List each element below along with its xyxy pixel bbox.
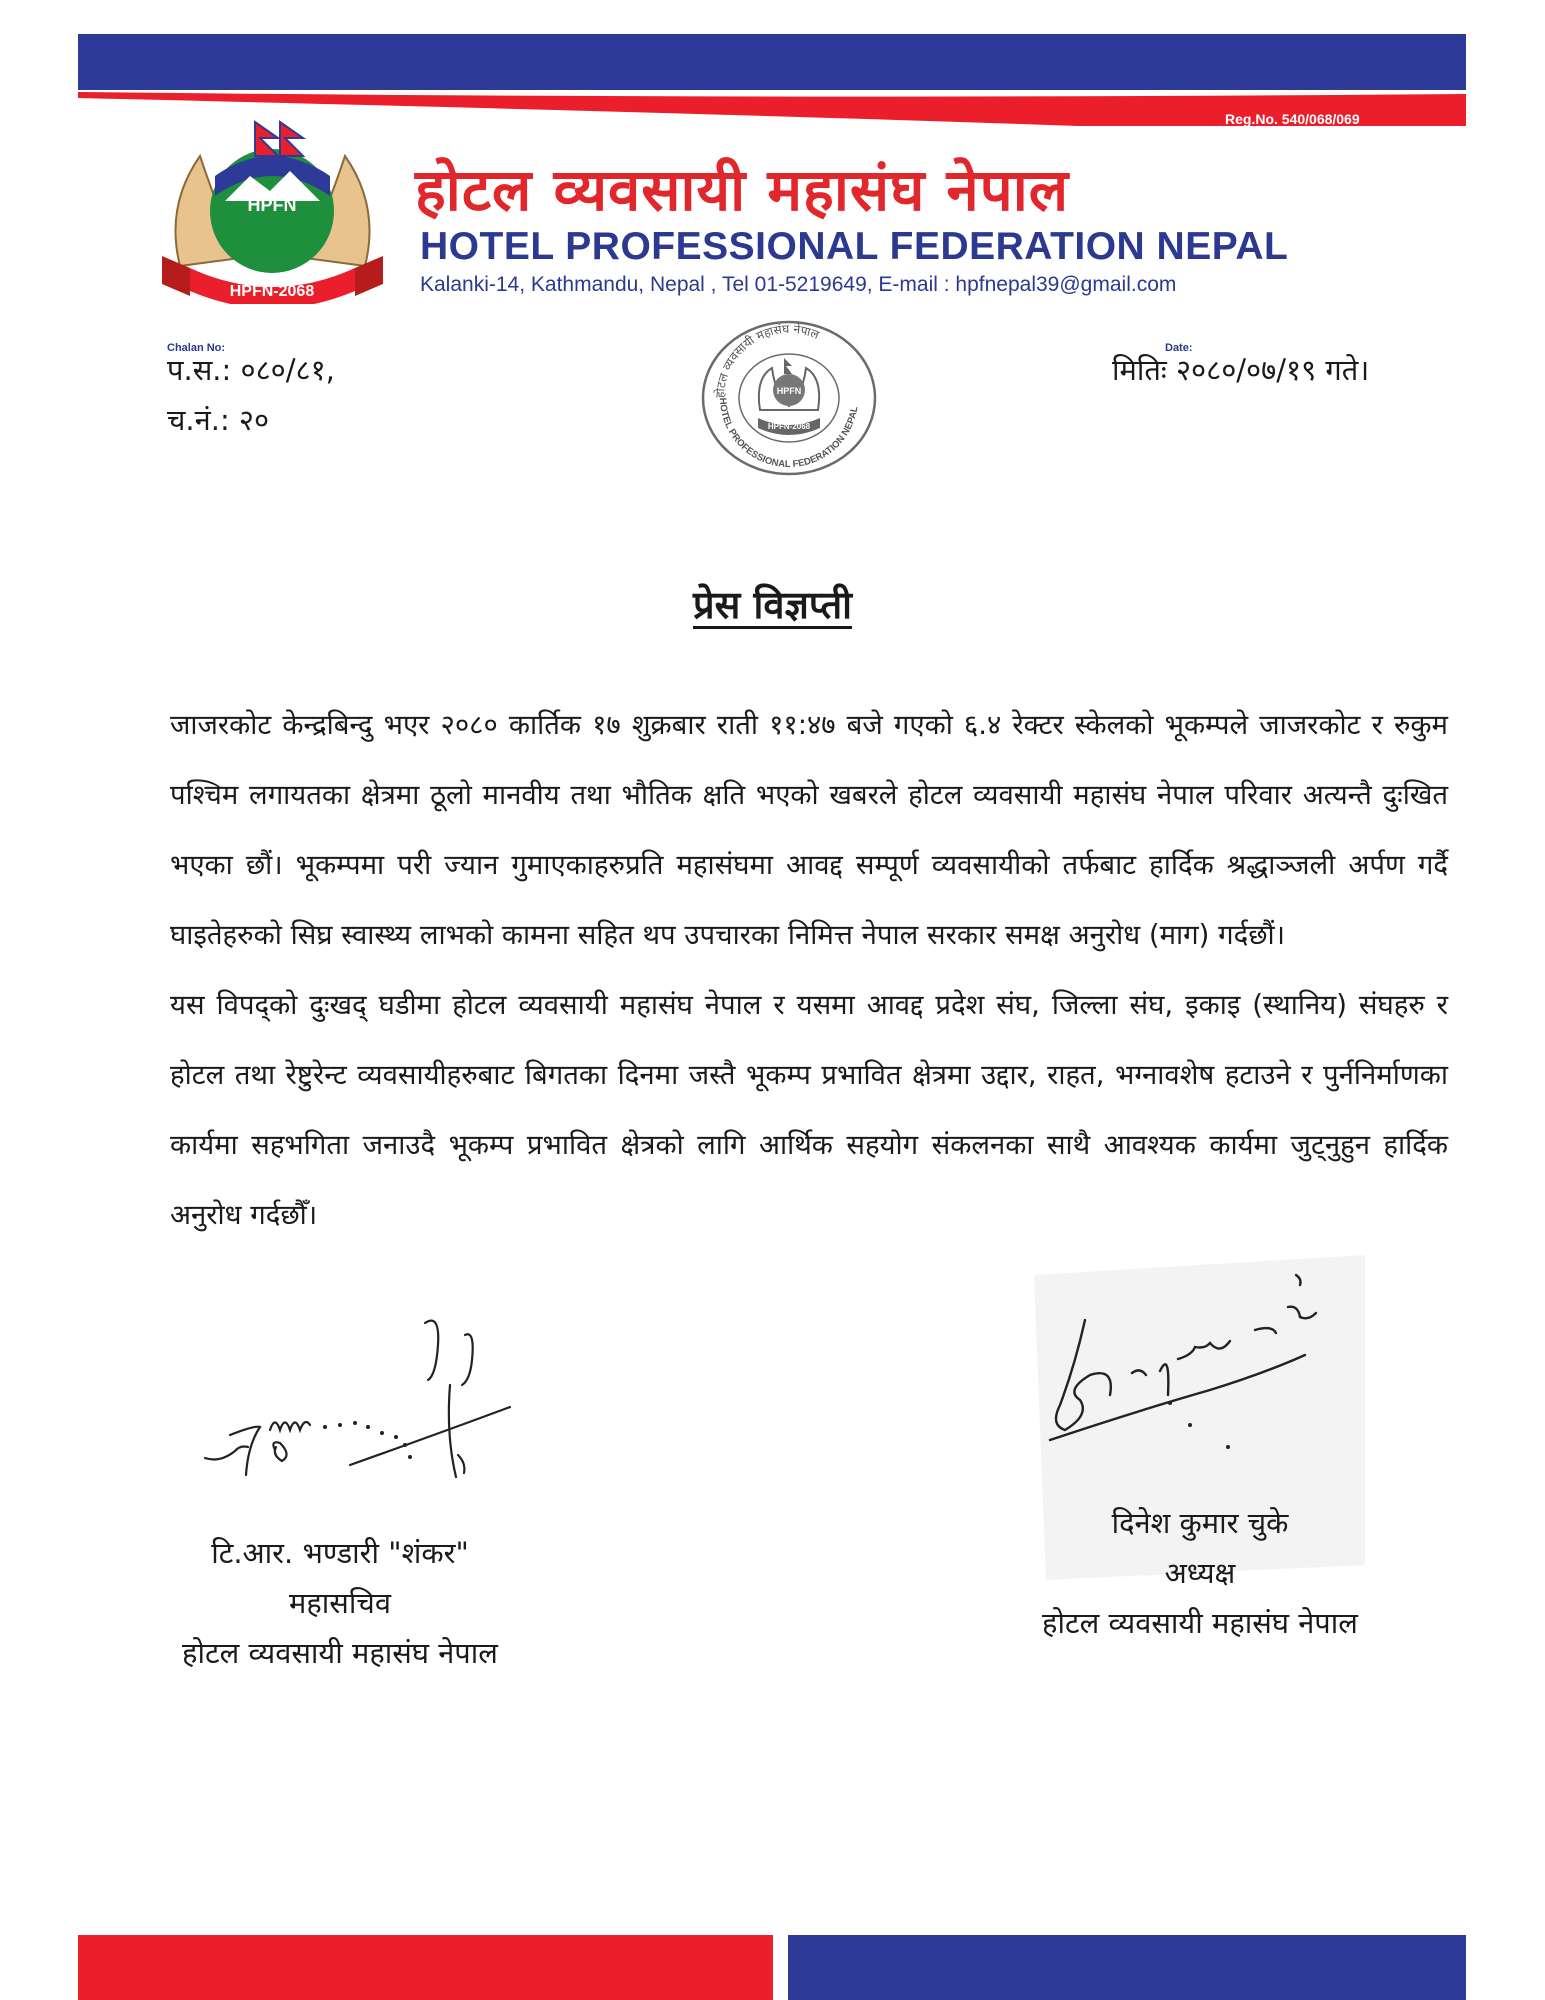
svg-text:होटल व्यवसायी महासंघ नेपाल bbox=[713, 322, 822, 398]
reference-number: प.स.: ०८०/८१, bbox=[167, 353, 335, 387]
footer-bar-red bbox=[78, 1935, 773, 2000]
signatory-block-left bbox=[100, 1528, 580, 1678]
stamp-bottom-text: HOTEL PROFESSIONAL FEDERATION NEPAL bbox=[716, 397, 861, 471]
footer-bar-blue bbox=[788, 1935, 1466, 2000]
logo-badge-text: HPFN bbox=[247, 195, 297, 215]
signatory-block-right bbox=[960, 1498, 1440, 1648]
hpfn-logo bbox=[160, 116, 385, 304]
org-name-english: HOTEL PROFESSIONAL FEDERATION NEPAL bbox=[420, 225, 1289, 268]
registration-number: Reg.No. 540/068/069 bbox=[1225, 111, 1360, 127]
signatory-name: दिनेश कुमार चुके bbox=[1111, 1506, 1289, 1540]
document-date: मितिः २०८०/०७/१९ गते। bbox=[1112, 353, 1370, 387]
signatory-org: होटल व्यवसायी महासंघ नेपाल bbox=[182, 1636, 498, 1670]
body-paragraph-2: यस विपद्को दुःखद् घडीमा होटल व्यवसायी महासंघ नेपाल र यसमा आवद्द प्रदेश संघ, जिल्ला संघ, इकाइ (स्थानिय) संघहरु र होटल तथा रेष्टुरेन्ट व्यवसायीहरुबाट बिगतका दिनमा जस्तै भूकम्प प्रभावित क्षेत्रमा उद्दार, राहत, भग्नावशेष हटाउने र पुर्ननिर्माणका कार्यमा सहभगिता जनाउदै भूकम्प प्रभावित क्षेत्रको लागि आर्थिक सहयोग संकलनका साथै आवश्यक कार्यमा जुट्नुहुन हार्दिक अनुरोध गर्दछौँ। bbox=[170, 989, 1448, 1231]
chalan-label: Chalan No: bbox=[167, 342, 226, 354]
stamp-center-text: HPFN bbox=[776, 386, 802, 396]
body-paragraph-1: जाजरकोट केन्द्रबिन्दु भएर २०८० कार्तिक १७ शुक्रबार राती ११:४७ बजे गएको ६.४ रेक्टर स्केलको भूकम्पले जाजरकोट र रुकुम पश्चिम लगायतका क्षेत्रमा ठूलो मानवीय तथा भौतिक क्षति भएको खबरले होटल व्यवसायी महासंघ नेपाल परिवार अत्यन्तै दुःखित भएका छौं। भूकम्पमा परी ज्यान गुमाएकाहरुप्रति महासंघमा आवद्द सम्पूर्ण व्यवसायीको तर्फबाट हार्दिक श्रद्धाञ्जली अर्पण गर्दै घाइतेहरुको सिघ्र स्वास्थ्य लाभको कामना सहित थप उपचारका निमित्त नेपाल सरकार समक्ष अनुरोध (माग) गर्दछौं। bbox=[170, 709, 1448, 951]
signature-general-secretary bbox=[200, 1315, 530, 1505]
chalan-number: च.नं.: २० bbox=[167, 403, 270, 437]
stamp-top-text: होटल व्यवसायी महासंघ नेपाल bbox=[712, 321, 822, 399]
document-title bbox=[0, 578, 1545, 630]
stamp-ribbon-text: HPFN-2068 bbox=[767, 422, 811, 431]
signatory-name: टि.आर. भण्डारी "शंकर" bbox=[211, 1536, 469, 1570]
org-address: Kalanki-14, Kathmandu, Nepal , Tel 01-5219649, E-mail : hpfnepal39@gmail.com bbox=[420, 273, 1177, 296]
official-stamp bbox=[700, 318, 878, 478]
signatory-org: होटल व्यवसायी महासंघ नेपाल bbox=[1042, 1606, 1358, 1640]
date-label: Date: bbox=[1165, 342, 1193, 354]
document-body bbox=[170, 690, 1448, 1250]
signatory-role: महासचिव bbox=[289, 1586, 391, 1620]
org-name-nepali: होटल व्यवसायी महासंघ नेपाल bbox=[415, 156, 1070, 224]
document-title-text: प्रेस विज्ञप्ती bbox=[692, 583, 853, 627]
logo-ribbon-text: HPFN-2068 bbox=[229, 283, 315, 300]
signatory-role: अध्यक्ष bbox=[1164, 1556, 1236, 1590]
